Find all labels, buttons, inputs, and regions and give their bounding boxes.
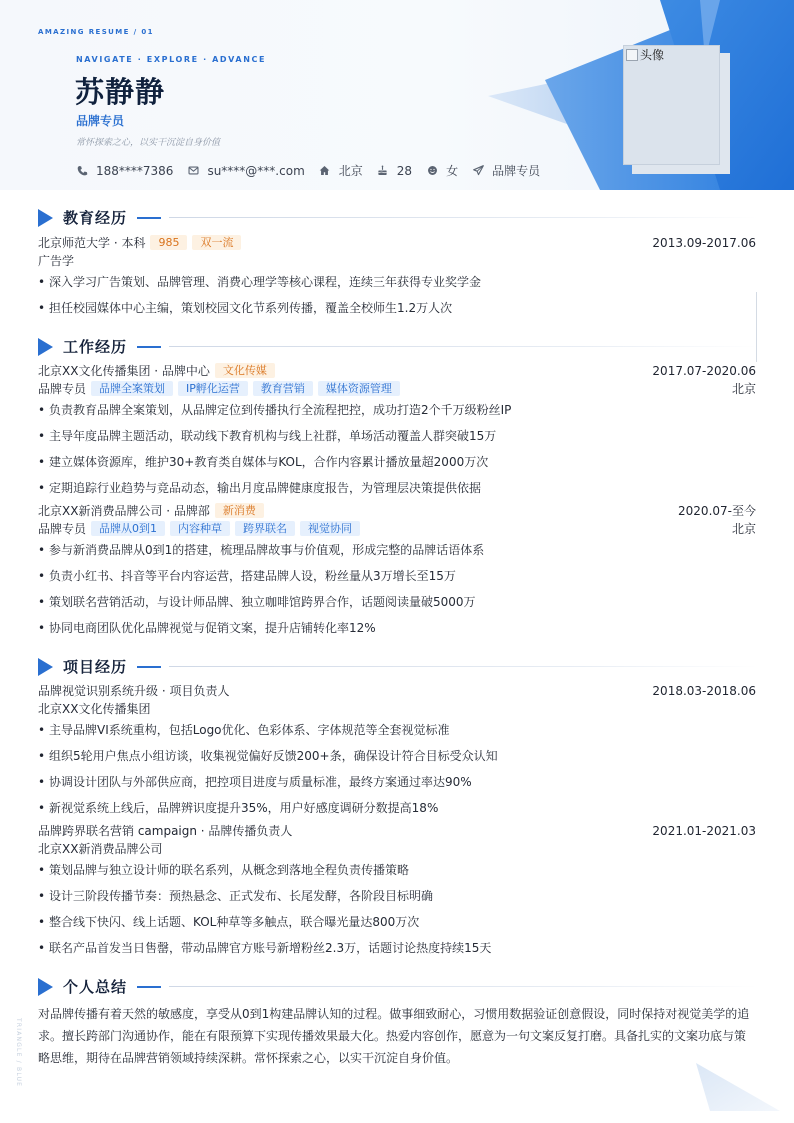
school-tag: 双一流 <box>192 235 241 250</box>
job-role: 品牌专员 <box>38 382 87 396</box>
list-item: • 定期追踪行业趋势与竞品动态，输出月度品牌健康度报告，为管理层决策提供依据 <box>38 479 756 496</box>
side-watermark-text: TRIANGLE / BLUE <box>15 1018 22 1088</box>
section-work <box>38 336 758 357</box>
candidate-name: 苏静静 <box>75 75 166 109</box>
mail-icon <box>187 165 199 177</box>
project-date: 2021.01-2021.03 <box>652 823 756 838</box>
section-rule <box>169 666 758 667</box>
list-item: • 担任校园媒体中心主编，策划校园文化节系列传播，覆盖全校师生1.2万人次 <box>38 299 756 316</box>
list-item: • 联名产品首发当日售罄，带动品牌官方账号新增粉丝2.3万，话题讨论热度持续15天 <box>38 939 756 956</box>
list-item: • 参与新消费品牌从0到1的搭建，梳理品牌故事与价值观，形成完整的品牌话语体系 <box>38 541 756 558</box>
top-tag: AMAZING RESUME / 01 <box>38 28 154 36</box>
section-rule <box>169 346 758 347</box>
list-item: • 策划联名营销活动，与设计师品牌、独立咖啡馆跨界合作，话题阅读量破5000万 <box>38 593 756 610</box>
send-icon <box>472 165 484 177</box>
job-title: 品牌专员 <box>76 114 125 128</box>
triangle-marker-icon <box>38 658 53 676</box>
list-item: • 设计三阶段传播节奏：预热悬念、正式发布、长尾发酵，各阶段目标明确 <box>38 887 756 904</box>
section-education <box>38 207 758 228</box>
cake-icon <box>377 165 389 177</box>
home-icon <box>319 165 331 177</box>
list-item: • 协同电商团队优化品牌视觉与促销文案，提升店铺转化率12% <box>38 619 756 636</box>
section-summary <box>38 976 758 997</box>
major: 广告学 <box>38 254 75 268</box>
list-item: • 协调设计团队与外部供应商，把控项目进度与质量标准，最终方案通过率达90% <box>38 773 756 790</box>
project-org: 北京XX新消费品牌公司 <box>38 842 163 856</box>
job-city: 北京 <box>731 382 756 396</box>
company-name: 北京XX新消费品牌公司 · 品牌部 <box>38 504 210 518</box>
city-value: 北京 <box>338 164 363 178</box>
section-dash <box>137 986 161 988</box>
list-item: • 主导品牌VI系统重构，包括Logo优化、色彩体系、字体规范等全套视觉标准 <box>38 721 756 738</box>
section-rule <box>169 986 758 987</box>
company-name: 北京XX文化传播集团 · 品牌中心 <box>38 364 210 378</box>
section-dash <box>137 217 161 219</box>
triangle-marker-icon <box>38 338 53 356</box>
skill-tag: IP孵化运营 <box>178 381 248 396</box>
job-row <box>38 362 756 379</box>
contact-age <box>377 164 412 178</box>
motto: NAVIGATE · EXPLORE · ADVANCE <box>76 55 267 64</box>
list-item: • 负责教育品牌全案策划，从品牌定位到传播执行全流程把控，成功打造2个千万级粉丝IP <box>38 401 756 418</box>
section-title: 教育经历 <box>63 209 128 227</box>
project-org-row <box>38 840 756 857</box>
skill-tag: 内容种草 <box>170 521 230 536</box>
job-date: 2017.07-2020.06 <box>652 363 756 378</box>
list-item: • 负责小红书、抖音等平台内容运营，搭建品牌人设，粉丝量从3万增长至15万 <box>38 567 756 584</box>
slogan: 常怀探索之心，以实干沉淀自身价值 <box>76 138 221 148</box>
skill-tag: 品牌从0到1 <box>91 521 165 536</box>
triangle-marker-icon <box>38 209 53 227</box>
list-item: • 建立媒体资源库，维护30+教育类自媒体与KOL，合作内容累计播放量超2000万次 <box>38 453 756 470</box>
project-name: 品牌跨界联名营销 campaign · 品牌传播负责人 <box>38 824 293 838</box>
project-name: 品牌视觉识别系统升级 · 项目负责人 <box>38 684 230 698</box>
avatar <box>623 45 720 165</box>
section-title: 个人总结 <box>63 978 128 996</box>
project-org: 北京XX文化传播集团 <box>38 702 151 716</box>
job-row <box>38 502 756 519</box>
education-row <box>38 234 756 251</box>
avatar-alt-text: 头像 <box>640 48 665 62</box>
age-value: 28 <box>396 163 413 178</box>
contact-list <box>76 162 554 179</box>
list-item: • 组织5轮用户焦点小组访谈，收集视觉偏好反馈200+条，确保设计符合目标受众认知 <box>38 747 756 764</box>
contact-gender <box>426 162 458 179</box>
skill-tag: 媒体资源管理 <box>318 381 400 396</box>
job-role-row <box>38 380 756 397</box>
school-name: 北京师范大学 · 本科 <box>38 236 146 250</box>
contact-position <box>472 162 540 179</box>
smile-icon <box>426 165 438 177</box>
contact-city <box>319 162 363 179</box>
job-city: 北京 <box>731 522 756 536</box>
skill-tag: 教育营销 <box>253 381 313 396</box>
skill-tag: 视觉协同 <box>300 521 360 536</box>
education-date: 2013.09-2017.06 <box>652 235 756 250</box>
skill-tag: 跨界联名 <box>235 521 295 536</box>
broken-image-icon <box>626 49 638 61</box>
job-date: 2020.07-至今 <box>678 504 756 518</box>
phone-icon <box>76 165 88 177</box>
contact-phone <box>76 164 173 178</box>
industry-tag: 文化传媒 <box>215 363 275 378</box>
list-item: • 深入学习广告策划、品牌管理、消费心理学等核心课程，连续三年获得专业奖学金 <box>38 273 756 290</box>
summary-text: 对品牌传播有着天然的敏感度，享受从0到1构建品牌认知的过程。做事细致耐心，习惯用数据验证创意假设，同时保持对视觉美学的追求。擅长跨部门沟通协作，能在有限预算下实现传播效果最大化。热爱内容创作，愿意为一句文案反复打磨。具备扎实的文案功底与策略思维，期待在品牌营销领域持续深耕。常怀探索之心，以实干沉淀自身价值。 <box>38 1007 750 1065</box>
list-item: • 主导年度品牌主题活动，联动线下教育机构与线上社群，单场活动覆盖人群突破15万 <box>38 427 756 444</box>
contact-email <box>187 164 304 178</box>
triangle-marker-icon <box>38 978 53 996</box>
major-row <box>38 252 756 269</box>
gender-value: 女 <box>446 164 459 178</box>
project-row <box>38 822 756 839</box>
section-dash <box>137 346 161 348</box>
list-item: • 整合线下快闪、线上话题、KOL种草等多触点，联合曝光量达800万次 <box>38 913 756 930</box>
job-role-row <box>38 520 756 537</box>
phone-value: 188****7386 <box>96 163 174 178</box>
job-role: 品牌专员 <box>38 522 87 536</box>
list-item: • 新视觉系统上线后，品牌辨识度提升35%，用户好感度调研分数提高18% <box>38 799 756 816</box>
skill-tag: 品牌全案策划 <box>91 381 173 396</box>
position-value: 品牌专员 <box>492 164 541 178</box>
section-projects <box>38 656 758 677</box>
project-org-row <box>38 700 756 717</box>
school-tag: 985 <box>150 235 187 250</box>
section-title: 工作经历 <box>63 338 128 356</box>
email-value: su****@***.com <box>207 163 305 178</box>
section-rule <box>169 217 758 218</box>
bottom-triangle-decoration <box>680 1055 794 1123</box>
project-date: 2018.03-2018.06 <box>652 683 756 698</box>
resume-header <box>0 0 794 190</box>
section-dash <box>137 666 161 668</box>
industry-tag: 新消费 <box>215 503 264 518</box>
list-item: • 策划品牌与独立设计师的联名系列，从概念到落地全程负责传播策略 <box>38 861 756 878</box>
project-row <box>38 682 756 699</box>
section-title: 项目经历 <box>63 658 128 676</box>
